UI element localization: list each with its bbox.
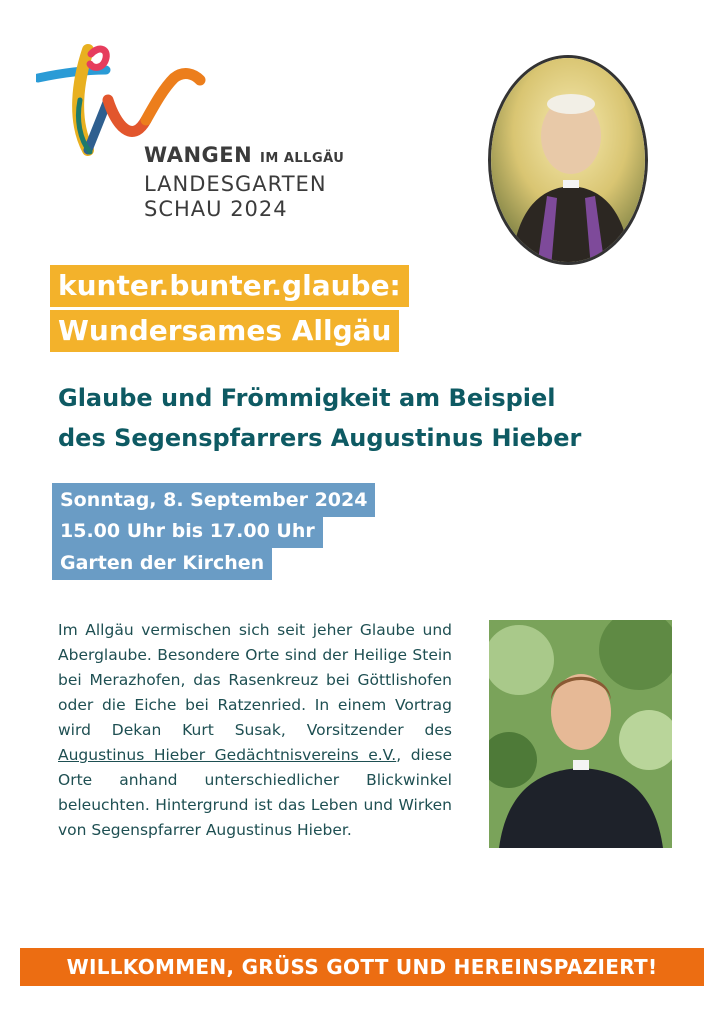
- subtitle: [58, 378, 678, 458]
- event-date: Sonntag, 8. September 2024: [52, 483, 375, 517]
- logo-im-allgaeu: IM ALLGÄU: [260, 151, 345, 166]
- subtitle-line-2: des Segenspfarrers Augustinus Hieber: [58, 424, 582, 452]
- description-part-2: , diese Orte anhand unterschiedlicher Blickwinkel beleuchten. Hintergrund ist das Leben und Wirken von Segenspfarrer Augustinus Hieber.: [58, 746, 452, 839]
- speaker-photo: [489, 620, 672, 848]
- welcome-banner: WILLKOMMEN, GRÜSS GOTT UND HEREINSPAZIERT!: [20, 948, 704, 986]
- priest-painting-image: [491, 58, 648, 265]
- landesgartenschau-logo: [36, 40, 396, 230]
- logo-line-wangen: [144, 142, 344, 172]
- description-part-1: Im Allgäu vermischen sich seit jeher Glaube und Aberglaube. Besondere Orte sind der Heilige Stein bei Merazhofen, das Rasenkreuz bei Göttlishofen oder die Eiche bei Ratzenried. In einem Vortrag wird Dekan Kurt Susak, Vorsitzender des: [58, 621, 452, 739]
- subtitle-line-1: Glaube und Frömmigkeit am Beispiel: [58, 384, 556, 412]
- description: [58, 618, 452, 843]
- logo-landesgarten: LANDESGARTEN: [144, 172, 327, 196]
- logo-wordmark: [144, 142, 344, 222]
- logo-schau-2024: SCHAU 2024: [144, 197, 288, 221]
- logo-wangen: WANGEN: [144, 143, 253, 167]
- portrait-painting: [488, 55, 648, 265]
- speaker-photo-image: [489, 620, 672, 848]
- event-time: 15.00 Uhr bis 17.00 Uhr: [52, 514, 323, 548]
- title-line-1: kunter.bunter.glaube:: [50, 265, 409, 307]
- title-line-2: Wundersames Allgäu: [50, 310, 399, 352]
- event-location: Garten der Kirchen: [52, 546, 272, 580]
- association-link[interactable]: Augustinus Hieber Gedächtnisvereins e.V.: [58, 746, 397, 764]
